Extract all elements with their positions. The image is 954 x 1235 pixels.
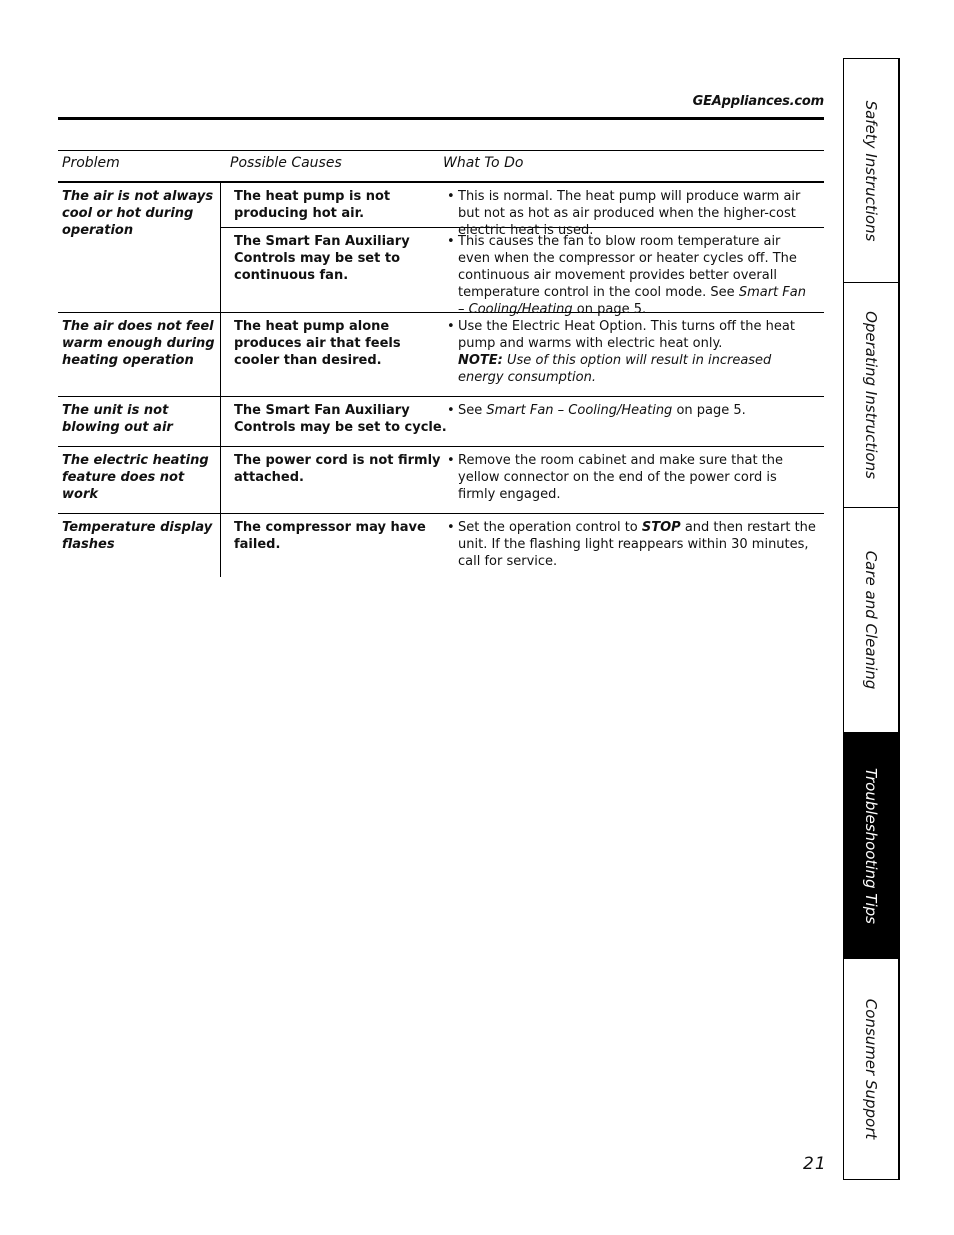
problem-cell: Temperature display flashes xyxy=(58,514,221,577)
note-label: NOTE: xyxy=(458,353,503,368)
bullet: • xyxy=(447,520,455,535)
bullet: • xyxy=(447,403,455,418)
cause-cell: The compressor may have failed. xyxy=(234,520,426,552)
action-cell: • This causes the fan to blow room temperature air even when the compressor or heater cycles off. The continuous air movement provides better overall temperature control in the cool mode. See Smart Fan – Cooling/Heating on page 5. xyxy=(447,234,806,317)
table-row xyxy=(58,514,824,577)
table-row xyxy=(58,183,824,317)
troubleshooting-table xyxy=(58,150,824,577)
bullet: • xyxy=(447,453,455,468)
bullet: • xyxy=(447,319,455,334)
table-row xyxy=(58,397,824,447)
tab-consumer-support[interactable]: Consumer Support xyxy=(862,998,880,1140)
cause-cell: The heat pump alone produces air that feels cooler than desired. xyxy=(234,319,401,368)
table-header xyxy=(58,150,824,183)
bullet: • xyxy=(447,234,455,249)
problem-cell: The unit is not blowing out air xyxy=(58,397,221,446)
header-causes: Possible Causes xyxy=(230,155,342,171)
bullet: • xyxy=(447,189,455,204)
tab-care-and-cleaning[interactable]: Care and Cleaning xyxy=(844,508,898,733)
tab-troubleshooting-tips[interactable]: Troubleshooting Tips xyxy=(844,733,898,959)
cause-cell: The heat pump is not producing hot air. xyxy=(234,189,391,221)
header-what-to-do: What To Do xyxy=(443,155,524,171)
table-row xyxy=(58,313,824,397)
tab-operating-instructions[interactable]: Operating Instructions xyxy=(844,283,898,508)
site-url: GEAppliances.com xyxy=(692,94,824,109)
tab-safety-instructions[interactable]: Safety Instructions xyxy=(844,59,898,283)
cause-cell: The Smart Fan Auxiliary Controls may be set to continuous fan. xyxy=(234,234,410,283)
problem-cell: The air is not always cool or hot during operation xyxy=(58,183,221,312)
cause-cell: The power cord is not firmly attached. xyxy=(234,453,441,485)
section-tabs xyxy=(843,58,900,1180)
table-row xyxy=(58,447,824,514)
action-cell: • Set the operation control to STOP and then restart the unit. If the flashing light reappears within 30 minutes, call for service. xyxy=(447,520,816,569)
cause-cell: The Smart Fan Auxiliary Controls may be set to cycle. xyxy=(234,403,447,435)
action-cell: • See Smart Fan – Cooling/Heating on page 5. xyxy=(447,403,746,418)
action-cell: • Remove the room cabinet and make sure that the yellow connector on the end of the power cord is firmly engaged. xyxy=(447,453,784,502)
action-cell: • Use the Electric Heat Option. This turns off the heat pump and warms with electric heat only. NOTE: Use of this option will result in increased energy consumption. xyxy=(447,319,795,385)
problem-cell: The electric heating feature does not work xyxy=(58,447,221,513)
header-rule xyxy=(58,117,824,120)
problem-cell: The air does not feel warm enough during heating operation xyxy=(58,313,221,396)
page-number: 21 xyxy=(803,1154,827,1174)
header-problem: Problem xyxy=(62,155,120,171)
action-cell: • This is normal. The heat pump will produce warm air but not as hot as air produced when the higher-cost electric heat is used. xyxy=(447,189,801,238)
